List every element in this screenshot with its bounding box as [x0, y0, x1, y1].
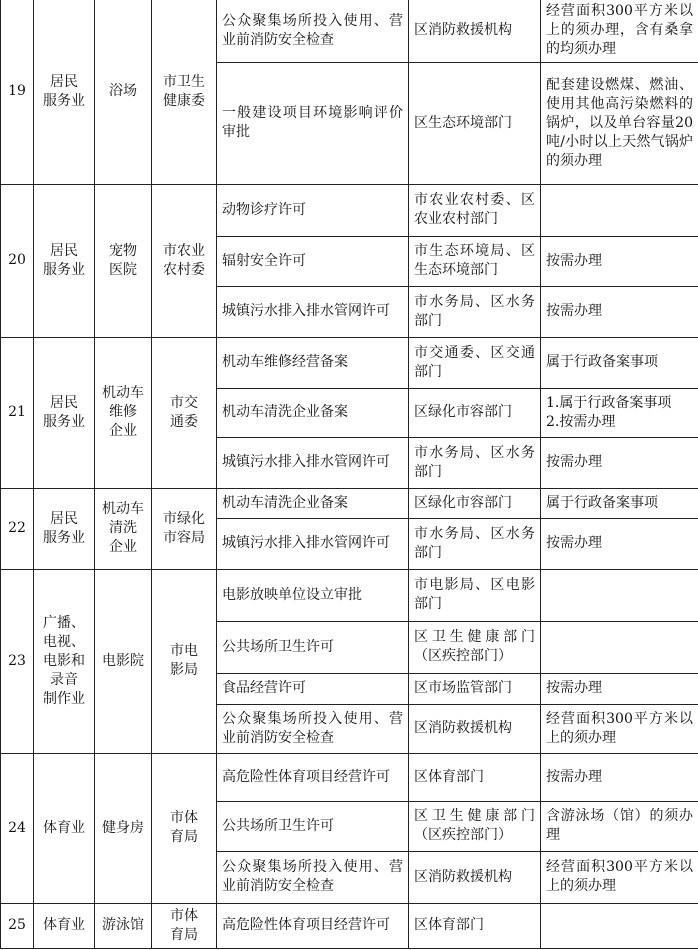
permit-item-cell: 电影放映单位设立审批: [217, 569, 409, 621]
note-cell: 属于行政备案事项: [541, 337, 698, 388]
agency-cell: 区体育部门: [409, 903, 541, 948]
table-row: [1, 337, 698, 388]
agency-cell: 市农业农村委、区农业农村部门: [409, 184, 541, 236]
agency-cell: 区市场监管部门: [409, 673, 541, 704]
note-cell: [541, 184, 698, 236]
agency-cell: 区卫生健康部门（区疾控部门）: [409, 801, 541, 851]
industry-cell: 居民 服务业: [34, 337, 95, 488]
business-type-cell: 机动车 清洗 企业: [95, 488, 152, 569]
row-number-cell: 24: [1, 753, 34, 903]
department-cell: 市绿化 市容局: [152, 488, 217, 569]
agency-cell: 市水务局、区水务部门: [409, 437, 541, 488]
permit-item-cell: 城镇污水排入排水管网许可: [217, 518, 409, 569]
business-type-cell: 健身房: [95, 753, 152, 903]
table-row: [1, 753, 698, 801]
row-number-cell: 22: [1, 488, 34, 569]
industry-cell: 居民 服务业: [34, 0, 95, 184]
agency-cell: 市水务局、区水务部门: [409, 518, 541, 569]
permit-item-cell: 机动车维修经营备案: [217, 337, 409, 388]
agency-cell: 区消防救援机构: [409, 704, 541, 753]
note-cell: 按需办理: [541, 286, 698, 337]
permit-item-cell: 机动车清洗企业备案: [217, 488, 409, 518]
department-cell: 市交 通委: [152, 337, 217, 488]
business-type-cell: 机动车 维修 企业: [95, 337, 152, 488]
note-cell: 按需办理: [541, 518, 698, 569]
note-cell: [541, 903, 698, 948]
agency-cell: 区绿化市容部门: [409, 488, 541, 518]
agency-cell: 区消防救援机构: [409, 851, 541, 903]
agency-cell: 市生态环境局、区生态环境部门: [409, 236, 541, 286]
row-number-cell: 25: [1, 903, 34, 948]
note-cell: [541, 569, 698, 621]
permit-item-cell: 高危险性体育项目经营许可: [217, 903, 409, 948]
note-cell: 1.属于行政备案事项 2.按需办理: [541, 388, 698, 437]
table-row: [1, 903, 698, 948]
agency-cell: 区消防救援机构: [409, 0, 541, 62]
row-number-cell: 20: [1, 184, 34, 337]
permit-item-cell: 动物诊疗许可: [217, 184, 409, 236]
note-cell: [541, 621, 698, 673]
agency-cell: 市电影局、区电影部门: [409, 569, 541, 621]
table-row: [1, 184, 698, 236]
note-cell: 属于行政备案事项: [541, 488, 698, 518]
industry-cell: 居民 服务业: [34, 184, 95, 337]
permit-item-cell: 城镇污水排入排水管网许可: [217, 286, 409, 337]
row-number-cell: 21: [1, 337, 34, 488]
note-cell: 按需办理: [541, 236, 698, 286]
permit-item-cell: 城镇污水排入排水管网许可: [217, 437, 409, 488]
permit-item-cell: 食品经营许可: [217, 673, 409, 704]
business-type-cell: 浴场: [95, 0, 152, 184]
industry-cell: 广播、 电视、 电影和 录音 制作业: [34, 569, 95, 753]
department-cell: 市体 育局: [152, 753, 217, 903]
agency-cell: 区体育部门: [409, 753, 541, 801]
industry-cell: 体育业: [34, 753, 95, 903]
industry-cell: 体育业: [34, 903, 95, 948]
permit-item-cell: 公众聚集场所投入使用、营业前消防安全检查: [217, 851, 409, 903]
department-cell: 市电 影局: [152, 569, 217, 753]
industry-cell: 居民 服务业: [34, 488, 95, 569]
agency-cell: 区卫生健康部门（区疾控部门）: [409, 621, 541, 673]
table-row: [1, 488, 698, 518]
permit-item-cell: 高危险性体育项目经营许可: [217, 753, 409, 801]
department-cell: 市农业 农村委: [152, 184, 217, 337]
business-type-cell: 游泳馆: [95, 903, 152, 948]
note-cell: 按需办理: [541, 753, 698, 801]
note-cell: 按需办理: [541, 437, 698, 488]
note-cell: 经营面积300平方米以上的须办理: [541, 851, 698, 903]
permit-item-cell: 一般建设项目环境影响评价审批: [217, 62, 409, 184]
note-cell: 经营面积300平方米以上的须办理，含有桑拿的均须办理: [541, 0, 698, 62]
row-number-cell: 19: [1, 0, 34, 184]
note-cell: 配套建设燃煤、燃油、使用其他高污染燃料的锅炉，以及单台容量20吨/小时以上天然气锅炉的须办理: [541, 62, 698, 184]
agency-cell: 区生态环境部门: [409, 62, 541, 184]
permit-item-cell: 机动车清洗企业备案: [217, 388, 409, 437]
permit-item-cell: 公众聚集场所投入使用、营业前消防安全检查: [217, 704, 409, 753]
row-number-cell: 23: [1, 569, 34, 753]
note-cell: 经营面积300平方米以上的须办理: [541, 704, 698, 753]
business-type-cell: 宠物 医院: [95, 184, 152, 337]
department-cell: 市卫生 健康委: [152, 0, 217, 184]
agency-cell: 市交通委、区交通部门: [409, 337, 541, 388]
table-row: [1, 569, 698, 621]
permit-item-cell: 辐射安全许可: [217, 236, 409, 286]
agency-cell: 市水务局、区水务部门: [409, 286, 541, 337]
note-cell: 含游泳场（馆）的须办理: [541, 801, 698, 851]
permit-item-cell: 公共场所卫生许可: [217, 801, 409, 851]
permit-item-cell: 公共场所卫生许可: [217, 621, 409, 673]
permit-item-cell: 公众聚集场所投入使用、营业前消防安全检查: [217, 0, 409, 62]
business-type-cell: 电影院: [95, 569, 152, 753]
agency-cell: 区绿化市容部门: [409, 388, 541, 437]
table-row: [1, 0, 698, 62]
note-cell: 按需办理: [541, 673, 698, 704]
department-cell: 市体 育局: [152, 903, 217, 948]
